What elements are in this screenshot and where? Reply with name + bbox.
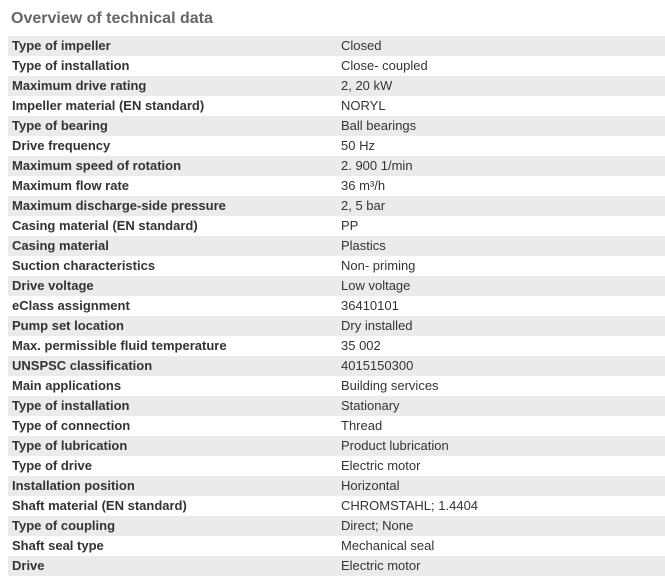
row-label: Type of lubrication [12,438,128,453]
page-title: Overview of technical data [11,10,213,27]
row-value: Mechanical seal [341,538,435,553]
row-label: Main applications [12,378,122,393]
row-value: Thread [341,418,383,433]
table-row [8,96,665,116]
row-value: Non- priming [341,258,416,273]
row-value: Horizontal [341,478,400,493]
row-value: Direct; None [341,518,414,533]
row-value: 2, 5 bar [341,198,386,213]
row-value: 2, 20 kW [341,78,393,93]
table-row [8,516,665,536]
table-row [8,436,665,456]
row-label: Shaft seal type [12,538,104,553]
row-label: Maximum discharge-side pressure [12,198,226,213]
row-value: Electric motor [341,558,421,573]
row-value: NORYL [341,98,386,113]
row-label: eClass assignment [12,298,130,313]
row-value: PP [341,218,359,233]
row-value: Ball bearings [341,118,417,133]
row-label: Shaft material (EN standard) [12,498,187,513]
table-row [8,356,665,376]
table-row [8,556,665,576]
row-value: Closed [341,38,382,53]
table-row [8,76,665,96]
table-row [8,316,665,336]
row-label: Casing material [12,238,109,253]
table-row [8,376,665,396]
table-row [8,36,665,56]
row-label: Type of installation [12,398,130,413]
row-value: Dry installed [341,318,413,333]
row-label: Maximum speed of rotation [12,158,182,173]
row-label: Impeller material (EN standard) [12,98,205,113]
row-value: Close- coupled [341,58,428,73]
row-label: Drive voltage [12,278,94,293]
row-label: Maximum drive rating [12,78,147,93]
row-label: Type of installation [12,58,130,73]
row-value: Plastics [341,238,386,253]
table-row [8,156,665,176]
row-value: 2. 900 1/min [341,158,413,173]
table-row [8,476,665,496]
table-row [8,196,665,216]
table-row [8,416,665,436]
table-row [8,296,665,316]
row-value: 4015150300 [341,358,414,373]
row-value: Low voltage [341,278,411,293]
row-label: Maximum flow rate [12,178,130,193]
row-label: Suction characteristics [12,258,156,273]
table-row [8,336,665,356]
technical-data-body [8,36,665,576]
row-value: 36410101 [341,298,399,313]
table-row [8,256,665,276]
table-row [8,56,665,76]
table-row [8,116,665,136]
row-label: Type of bearing [12,118,108,133]
row-label: UNSPSC classification [12,358,153,373]
row-label: Drive frequency [12,138,111,153]
table-row [8,496,665,516]
table-row [8,236,665,256]
row-value: 36 m³/h [341,178,386,193]
row-value: Building services [341,378,439,393]
row-value: CHROMSTAHL; 1.4404 [341,498,479,513]
table-row [8,536,665,556]
row-label: Type of connection [12,418,131,433]
row-label: Type of impeller [12,38,111,53]
table-row [8,136,665,156]
row-value: Electric motor [341,458,421,473]
table-row [8,456,665,476]
row-value: Stationary [341,398,400,413]
row-value: 35 002 [341,338,381,353]
row-label: Casing material (EN standard) [12,218,198,233]
table-row [8,216,665,236]
row-label: Max. permissible fluid temperature [12,338,227,353]
row-label: Installation position [12,478,135,493]
table-row [8,276,665,296]
row-label: Type of drive [12,458,92,473]
table-row [8,396,665,416]
row-value: Product lubrication [341,438,449,453]
technical-data-table [8,36,665,576]
row-label: Type of coupling [12,518,116,533]
row-label: Pump set location [12,318,124,333]
row-value: 50 Hz [341,138,375,153]
row-label: Drive [12,558,45,573]
table-row [8,176,665,196]
